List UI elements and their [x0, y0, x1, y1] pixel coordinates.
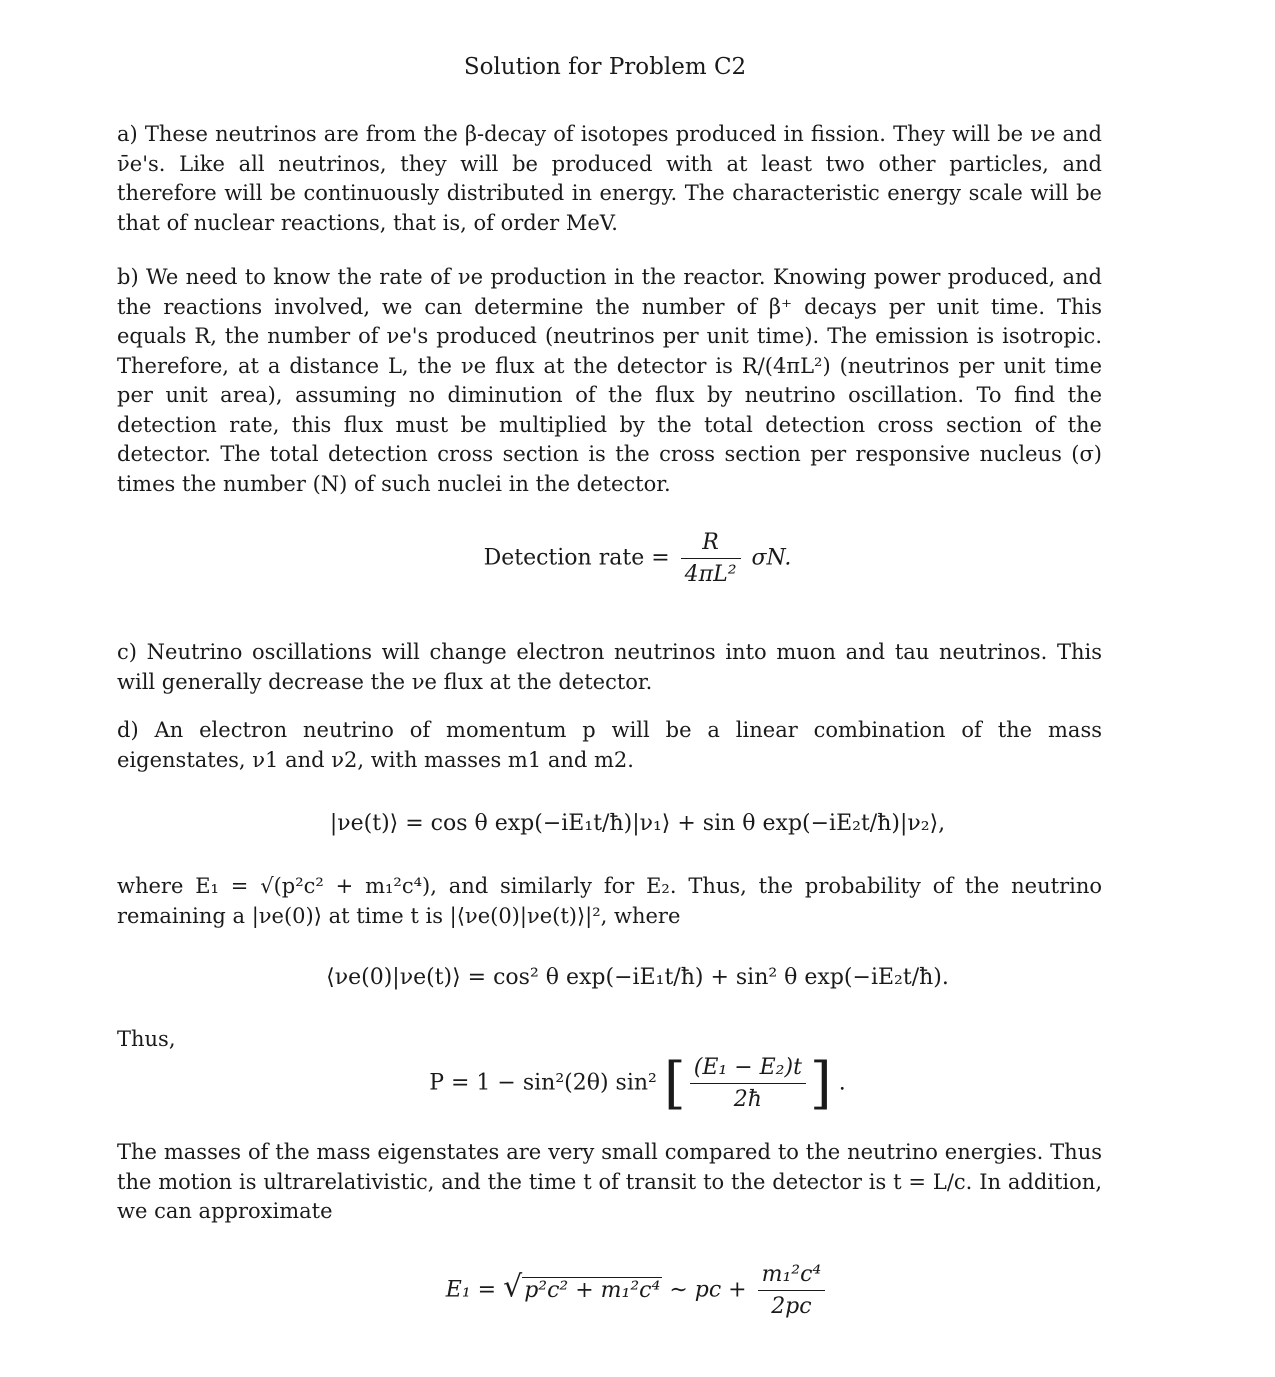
fraction-denominator: 2ħ [733, 1087, 762, 1112]
paragraph-part-c: c) Neutrino oscillations will change electron neutrinos into muon and tau neutrinos. This will generally decrease the νe flux at the detector. [117, 640, 1102, 694]
paragraph-part-a: a) These neutrinos are from the β-decay of isotopes produced in fission. They will be νe and ν̄e's. Like all neutrinos, they will be produced with at least two other particles, and therefore will be continuously distributed in energy. The characteristic energy scale will be that of nuclear reactions, that is, of order MeV. [117, 122, 1102, 235]
fraction-numerator: (E₁ − E₂)t [690, 1055, 806, 1084]
equation-probability [0, 1050, 1275, 1116]
left-bracket: [ [663, 1050, 686, 1116]
equation-lhs: P = 1 − sin²(2θ) sin² [429, 1070, 657, 1096]
paragraph-masses: The masses of the mass eigenstates are very small compared to the neutrino energies. Thus the motion is ultrarelativistic, and the time t of transit to the detector is t = L/c. In addition, we can approximate [117, 1140, 1102, 1223]
fraction-numerator: R [681, 530, 741, 559]
equation-energy [0, 1262, 1275, 1319]
sqrt-sign: √ [503, 1269, 523, 1305]
fraction [681, 530, 741, 587]
fraction-numerator: m₁²c⁴ [758, 1262, 826, 1291]
equation-end: . [838, 1070, 846, 1096]
equation-mid: ∼ pc + [669, 1277, 747, 1303]
thus-label: Thus, [117, 1027, 176, 1051]
page-title: Solution for Problem C2 [463, 54, 747, 80]
equation-rhs: σN. [751, 545, 792, 571]
fraction [758, 1262, 826, 1319]
fraction-denominator: 4πL² [684, 562, 737, 587]
paragraph-part-d: d) An electron neutrino of momentum p will be a linear combination of the mass eigenstates, ν1 and ν2, with masses m1 and m2. [117, 718, 1102, 772]
equation-detection-rate [0, 530, 1275, 587]
sqrt-content: p²c² + m₁²c⁴ [524, 1277, 661, 1303]
equation-lhs: Detection rate = [483, 545, 670, 571]
paragraph-where: where E₁ = √(p²c² + m₁²c⁴), and similarly for E₂. Thus, the probability of the neutrino remaining a |νe(0)⟩ at time t is |⟨νe(0)|νe(t)⟩|², where [117, 874, 1102, 928]
paragraph-part-b: b) We need to know the rate of νe production in the reactor. Knowing power produced, and the reactions involved, we can determine the number of β⁺ decays per unit time. This equals R, the number of νe's produced (neutrinos per unit time). The emission is isotropic. Therefore, at a distance L, the νe flux at the detector is R/(4πL²) (neutrinos per unit time per unit area), assuming no diminution of the flux by neutrino oscillation. To find the detection rate, this flux must be multiplied by the total detection cross section of the detector. The total detection cross section is the cross section per responsive nucleus (σ) times the number (N) of such nuclei in the detector. [117, 265, 1102, 496]
equation-state: |νe(t)⟩ = cos θ exp(−iE₁t/ħ)|ν₁⟩ + sin θ exp(−iE₂t/ħ)|ν₂⟩, [329, 811, 946, 836]
fraction [690, 1055, 806, 1112]
equation-overlap: ⟨νe(0)|νe(t)⟩ = cos² θ exp(−iE₁t/ħ) + sin² θ exp(−iE₂t/ħ). [326, 965, 949, 990]
right-bracket: ] [809, 1050, 832, 1116]
equation-lhs: E₁ = [445, 1277, 497, 1303]
fraction-denominator: 2pc [771, 1294, 812, 1319]
